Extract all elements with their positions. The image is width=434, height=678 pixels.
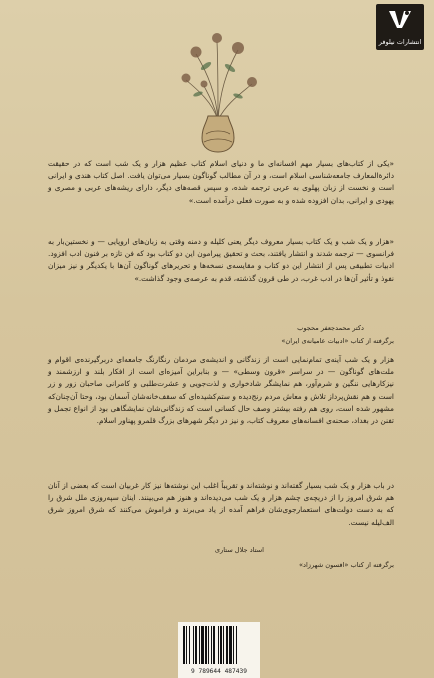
section-3-text bbox=[48, 354, 394, 427]
barcode-icon bbox=[183, 626, 255, 664]
section-1-paragraph: «یکی از کتاب‌های بسیار مهم افسانه‌ای ما و دنیای اسلام کتاب عظیم هزار و یک شب است که در حقیقت دائرةالمعارف جامعه‌شناسی اسلام است، و در آن مطالب گوناگون بسیار می‌توان یافت. اصل کتاب هندی و ایرانی است و نخست از زبان پهلوی به عربی ترجمه شده، و سپس قصه‌های دیگر، دارای ریشه‌های عربی و مصری و یهودی و ایرانی، بدان افزوده شده و به صورت فعلی درآمده است.» bbox=[48, 159, 394, 205]
publisher-logo-icon bbox=[385, 7, 415, 29]
section-4-text bbox=[48, 480, 394, 529]
section-4-paragraph: در باب هزار و یک شب بسیار گفته‌اند و نوشته‌اند و تقریباً اغلب این نوشته‌ها نیز کار غربیان است که بعضی از آنان هم شرق امروز را از دریچه‌ی چشم هزار و یک شب می‌دیده‌اند و هنوز هم می‌بینند. اینان سپه‌روزی ملل شرق را که به دست دولت‌های استعمارجوی‌شان فراهم آمده از یاد می‌برند و فراموش می‌کنند که شرق امروز شرق الف‌لیله نیست. bbox=[48, 481, 394, 527]
section-1-text bbox=[48, 158, 394, 207]
publisher-logo bbox=[376, 4, 424, 50]
isbn-number: 9 789644 487439 bbox=[191, 668, 247, 675]
section-2-source: برگرفته از کتاب «ادبیات عامیانه‌ی ایران» bbox=[281, 337, 394, 345]
section-4-author: استاد جلال ستاری bbox=[214, 546, 264, 554]
barcode bbox=[178, 622, 260, 678]
section-3-paragraph: هزار و یک شب آینه‌ی تمام‌نمایی است از زندگانی و اندیشه‌ی مردمان رنگارنگ جامعه‌ای دربرگیرنده‌ی اقوام و ملت‌های گوناگون — در سراسر «قرون وسطی» — و بنابراین آمیزه‌ای است از افکار بلند و ارزشمند و نیزکارهایی ننگین و شرم‌آور، هم نمایشگر شادخواری و لذت‌جویی و عشرت‌طلبی و کامرانی صاحبان زور و زر است و هم نقش‌پرداز تلاش و معاش مردم رنج‌دیده و ستم‌کشیده‌ای که سقف‌خانه‌شان آسمان بود، وحتا آن‌چنان‌که مشهور شده است، روی هم رفته بیشتر وصف حال کسانی است که زندگانی‌شان نمایشگاهی بود از انواع تجمل و تفنن در بغداد، صحنه‌ی افسانه‌های معروف کتاب، و نیز در دیگر شهرهای بزرگ قلمرو پهناور اسلام. bbox=[48, 355, 394, 426]
flower-vase-icon bbox=[168, 24, 268, 156]
section-2-author: دکتر محمدجعفر محجوب bbox=[297, 324, 364, 332]
section-2-text bbox=[48, 236, 394, 285]
section-4-source: برگرفته از کتاب «افسون شهرزاد» bbox=[298, 561, 394, 569]
publisher-name: انتشارات نیلوفر bbox=[378, 38, 422, 46]
section-2-paragraph: «هزار و یک شب و یک کتاب بسیار معروف دیگر یعنی کلیله و دمنه وقتی به زبان‌های اروپایی — و نخستین‌بار به فرانسوی — ترجمه شدند و انتشار یافتند، بحث و تحقیق پیرامون این دو کتاب بود که فن تازه بر فنون ادب افزود. ادبیات تطبیقی پس از انتشار این دو کتاب و مقایسه‌ی نسخه‌ها و تحریرهای گوناگون آن‌ها با یکدیگر و نیز میزان نفوذ و تأثیر آن‌ها در ادب غرب، در طی قرون گذشته، قدم به عرصه‌ی وجود گذاشت.» bbox=[48, 237, 394, 283]
